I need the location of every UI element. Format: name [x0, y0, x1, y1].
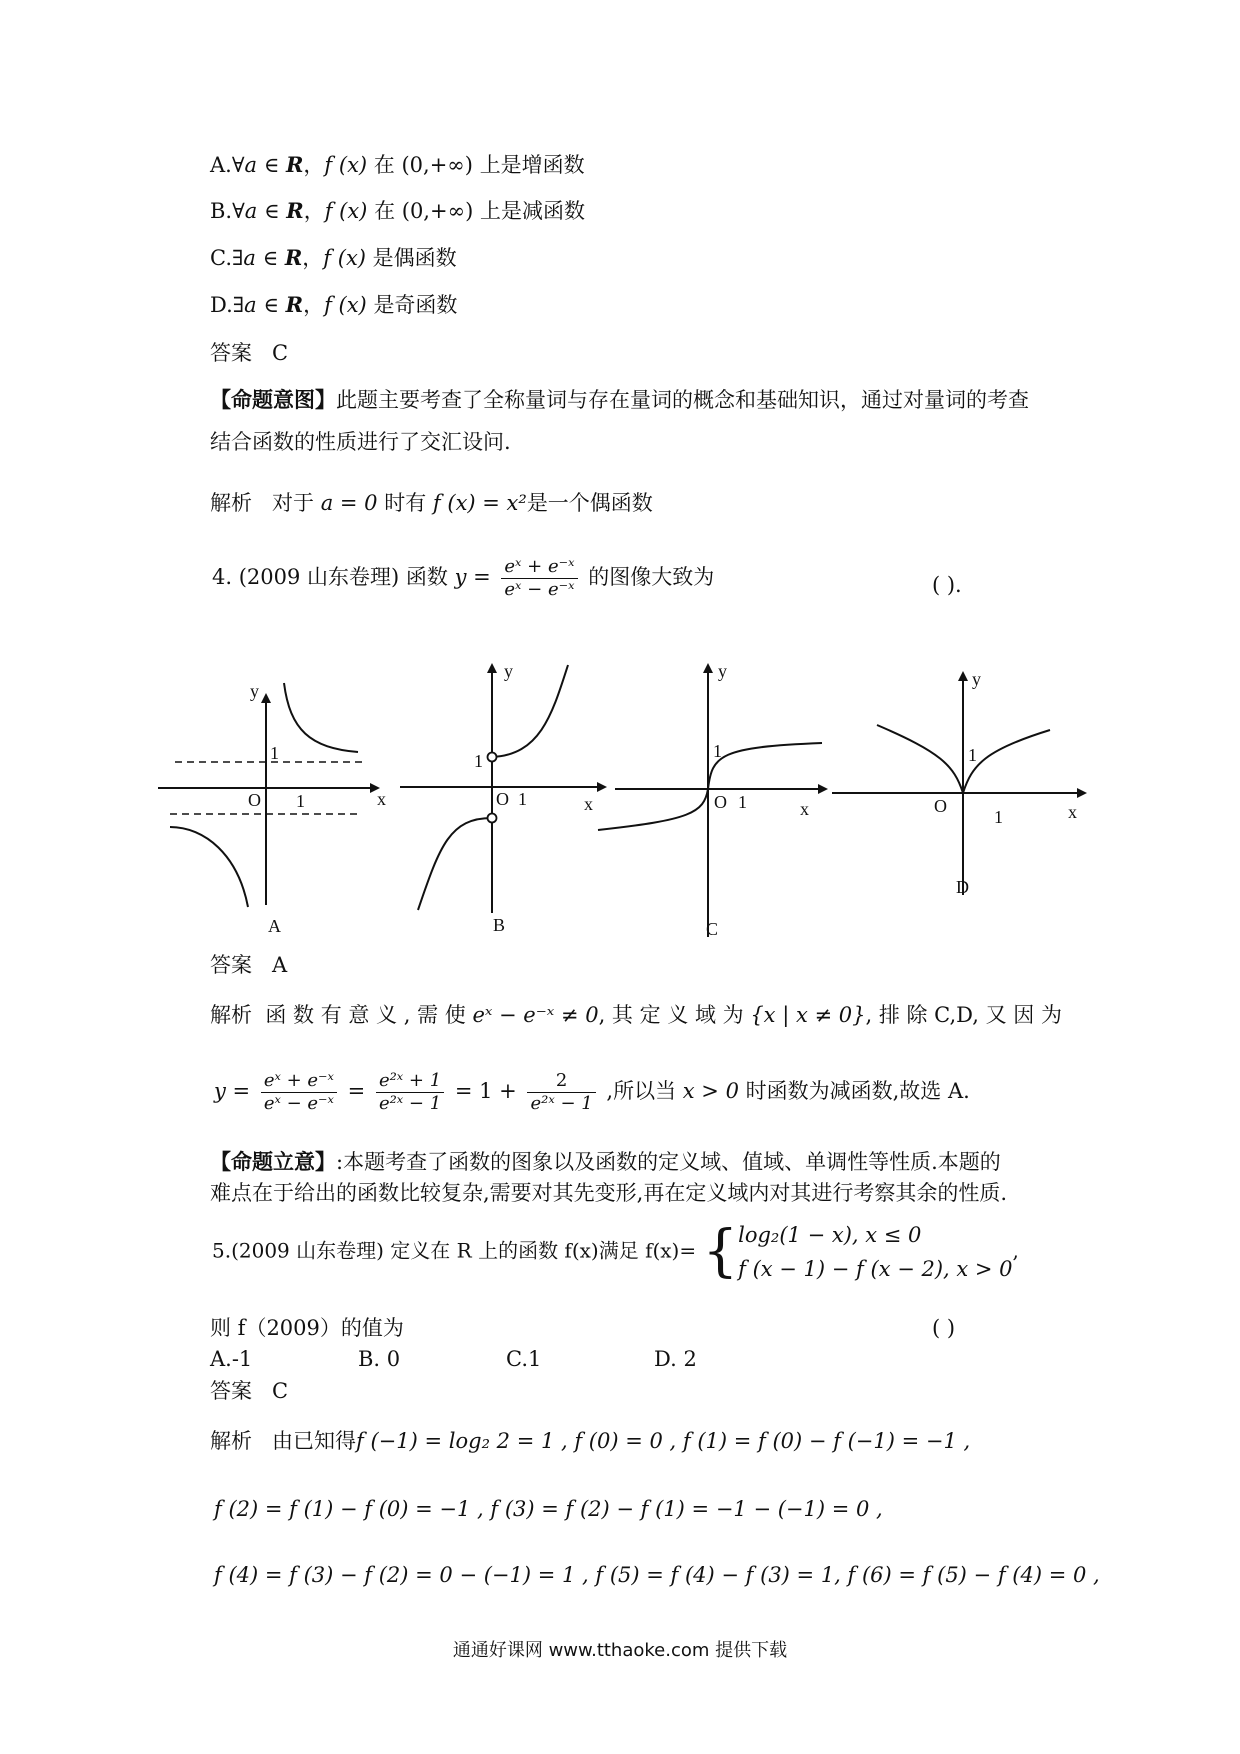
graph-c-origin: O [714, 792, 727, 812]
graph-c [598, 661, 826, 939]
q3-answer: 答案 C [210, 341, 289, 365]
q4-note-line1: 【命题立意】:本题考查了函数的图象以及函数的定义域、值域、单调性等性质.本题的 [210, 1149, 1001, 1174]
graph-b [400, 661, 605, 935]
q3-intent-line2: 结合函数的性质进行了交汇设问. [210, 430, 511, 454]
q5-answer: 答案 C [210, 1379, 289, 1403]
q4-graphs [0, 655, 1240, 945]
q5-option-d: D. 2 [654, 1347, 697, 1371]
graph-a [158, 681, 386, 936]
page-footer: 通通好课网 www.tthaoke.com 提供下载 [452, 1640, 788, 1661]
q5-piecewise: log₂(1 − x), x ≤ 0 f (x − 1) − f (x − 2), x > 0 [738, 1223, 1013, 1281]
graph-b-origin: O [496, 789, 509, 809]
q3-analysis: 解析 对于 a = 0 时有 f (x) = x²是一个偶函数 [210, 491, 653, 515]
graph-c-y-label: y [718, 661, 727, 681]
q4-stem-fraction: $\frac{\text{eˣ + e⁻ˣ}}{\text{eˣ − e⁻ˣ}}$ [501, 556, 577, 601]
graph-d-origin: O [934, 796, 947, 816]
graph-c-label: C [706, 919, 719, 939]
q4-analysis-line2: y = $\frac{\text{eˣ + e⁻ˣ}}{\text{eˣ − e⁻ˣ}}$ = $\frac{\text{e²ˣ + 1}}{\text{e²ˣ − 1}}$ = 1 + $\frac{2}{\text{e²ˣ − 1}}$ ,所以当 x > 0 时函数为减函数,故选 A. [214, 1070, 970, 1114]
q5-option-b: B. 0 [358, 1347, 401, 1371]
graph-d-one-x: 1 [994, 807, 1003, 827]
q5-stem: 5.(2009 山东卷理) 定义在 R 上的函数 f(x)满足 f(x)= { log₂(1 − x), x ≤ 0 f (x − 1) − f (x − 2), x > 0 , [212, 1219, 1019, 1284]
graph-d-one-y: 1 [968, 745, 977, 765]
graph-c-x-label: x [800, 799, 809, 819]
q4-answer: 答案 A [210, 953, 288, 977]
graph-d-label: D [956, 877, 969, 897]
q3-option-b: B.∀a ∈ R，f (x) 在 (0,+∞) 上是减函数 [210, 198, 585, 223]
graph-c-one-x: 1 [738, 792, 747, 812]
q5-stem2: 则 f（2009）的值为 [210, 1316, 404, 1340]
q4-stem: 4. (2009 山东卷理) 函数 y = $\frac{\text{eˣ + e⁻ˣ}}{\text{eˣ − e⁻ˣ}}$ 的图像大致为 [212, 556, 715, 600]
q4-analysis-line1: 解析 函 数 有 意 义 , 需 使 eˣ − e⁻ˣ ≠ 0, 其 定 义 域 为 {x | x ≠ 0}, 排 除 C,D, 又 因 为 [210, 1003, 1062, 1027]
q5-option-a: A.-1 [210, 1347, 253, 1371]
graph-b-x-label: x [584, 794, 593, 814]
q5-options [210, 1344, 802, 1374]
graph-a-x-label: x [377, 789, 386, 809]
graph-c-one-y: 1 [713, 741, 722, 761]
q3-option-d: D.∃a ∈ R，f (x) 是奇函数 [210, 292, 458, 317]
graph-b-one-x: 1 [518, 789, 527, 809]
graph-a-label: A [268, 916, 281, 936]
graph-a-one-y: 1 [270, 743, 279, 763]
q5-analysis-line3: f (4) = f (3) − f (2) = 0 − (−1) = 1 , f (5) = f (4) − f (3) = 1, f (6) = f (5) − f (4) = 0 , [214, 1563, 1100, 1587]
q3-option-c: C.∃a ∈ R，f (x) 是偶函数 [210, 245, 457, 270]
q3-option-a: A.∀a ∈ R，f (x) 在 (0,+∞) 上是增函数 [210, 152, 585, 177]
q5-analysis-line2: f (2) = f (1) − f (0) = −1 , f (3) = f (2) − f (1) = −1 − (−1) = 0 , [214, 1497, 883, 1521]
graph-b-y-label: y [504, 661, 513, 681]
q5-option-c: C.1 [506, 1347, 542, 1371]
graph-a-one-x: 1 [296, 791, 305, 811]
q5-answer-paren: ( ) [932, 1316, 956, 1340]
q3-intent-line1: 【命题意图】此题主要考查了全称量词与存在量词的概念和基础知识，通过对量词的考查 [210, 387, 1029, 412]
graph-d [832, 669, 1085, 897]
graph-b-one-y: 1 [474, 751, 483, 771]
graph-d-y-label: y [972, 669, 981, 689]
q4-answer-paren: ( ). [932, 573, 962, 597]
graph-a-origin: O [248, 790, 261, 810]
q4-note-line2: 难点在于给出的函数比较复杂,需要对其先变形,再在定义域内对其进行考察其余的性质. [210, 1181, 1008, 1205]
graph-a-y-label: y [250, 681, 259, 701]
graph-b-label: B [493, 915, 506, 935]
graph-d-x-label: x [1068, 802, 1077, 822]
q5-analysis-line1: 解析 由已知得f (−1) = log₂ 2 = 1 , f (0) = 0 , f (1) = f (0) − f (−1) = −1 , [210, 1429, 971, 1453]
